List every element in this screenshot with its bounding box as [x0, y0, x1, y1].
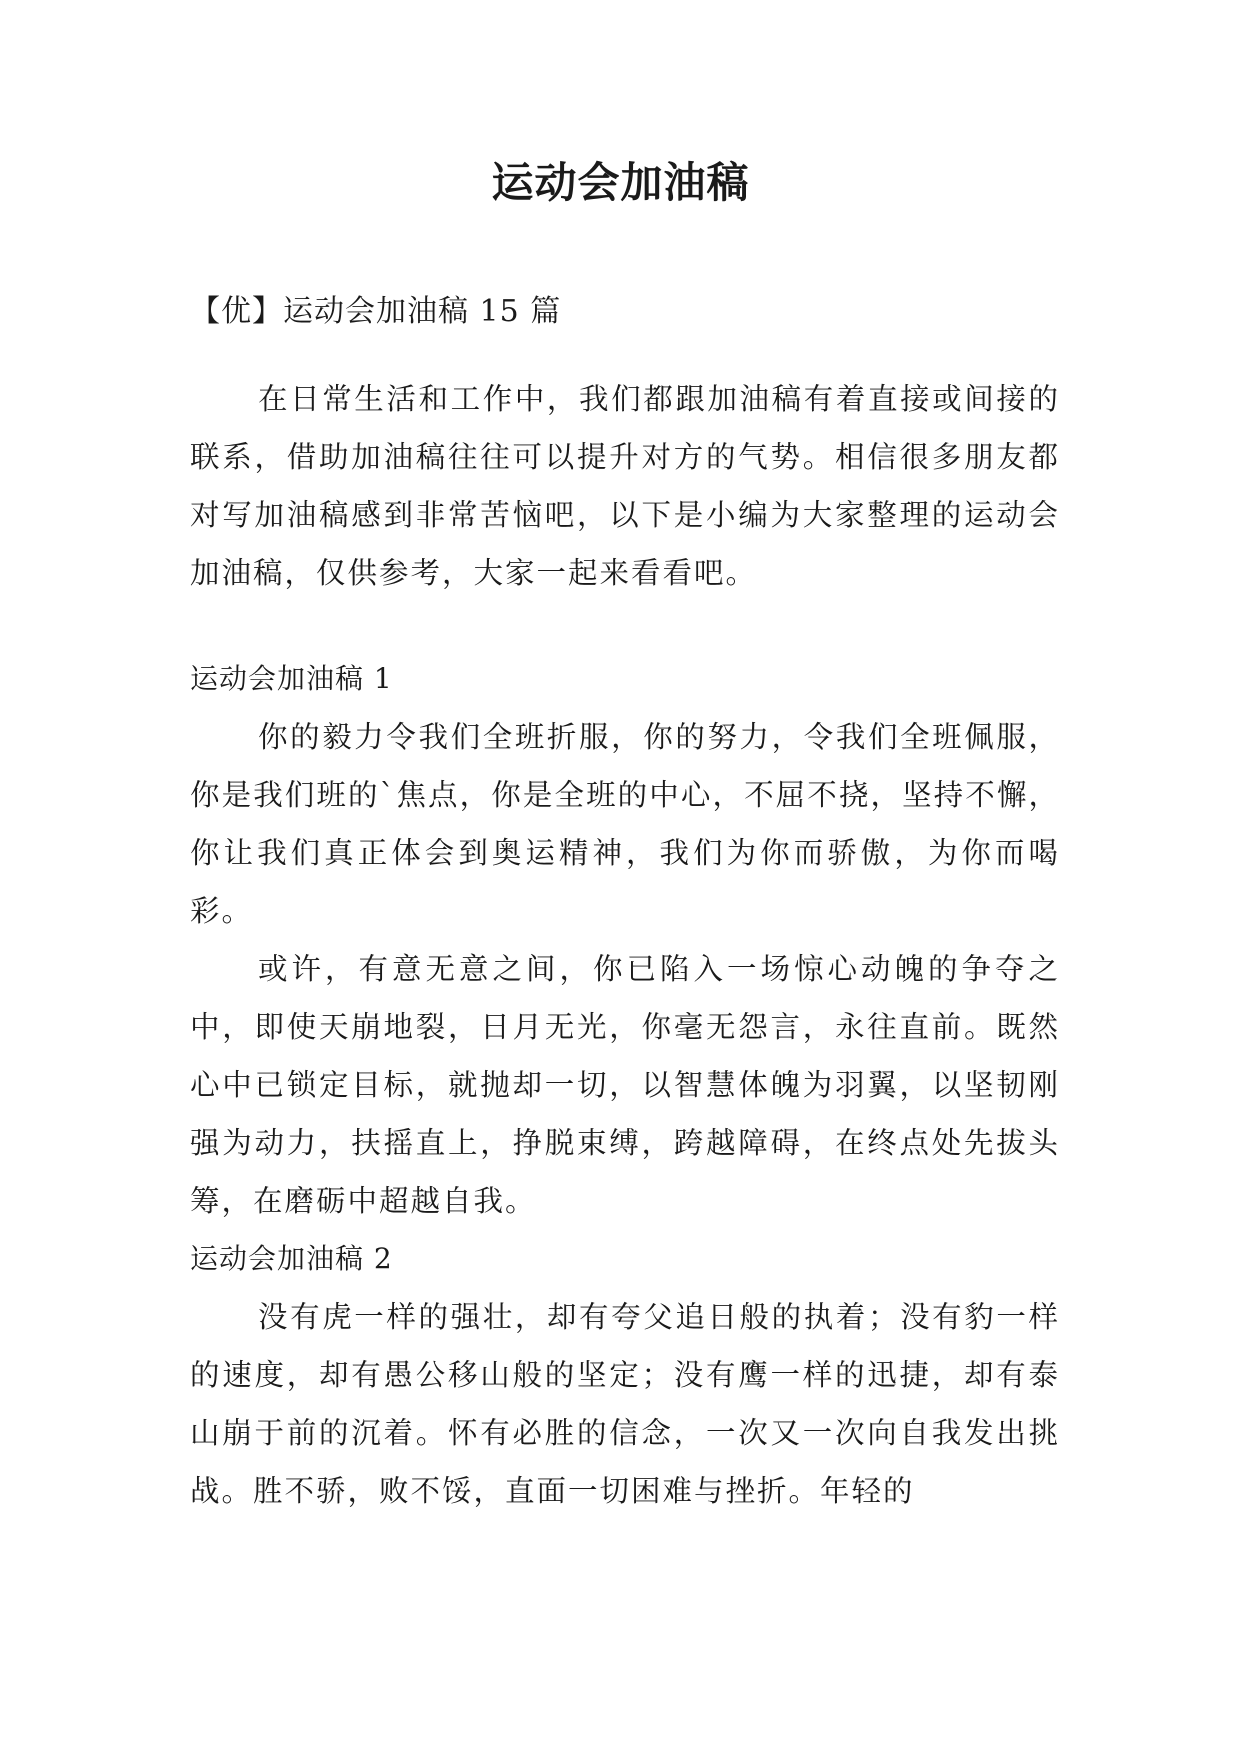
- document-body: [190, 370, 1060, 1520]
- spacer: [190, 602, 1060, 650]
- document-title: 运动会加油稿: [491, 158, 750, 207]
- section-paragraph: 没有虎一样的强壮，却有夸父追日般的执着；没有豹一样的速度，却有愚公移山般的坚定；没有鹰一样的迅捷，却有泰山崩于前的沉着。怀有必胜的信念，一次又一次向自我发出挑战。胜不骄，败不馁，直面一切困难与挫折。年轻的: [190, 1300, 1060, 1508]
- section-heading: 运动会加油稿 2: [190, 1242, 393, 1275]
- intro-paragraph: 在日常生活和工作中，我们都跟加油稿有着直接或间接的联系，借助加油稿往往可以提升对方的气势。相信很多朋友都对写加油稿感到非常苦恼吧，以下是小编为大家整理的运动会加油稿，仅供参考，大家一起来看看吧。: [190, 382, 1060, 590]
- section-paragraph: 或许，有意无意之间，你已陷入一场惊心动魄的争夺之中，即使天崩地裂，日月无光，你毫无怨言，永往直前。既然心中已锁定目标，就抛却一切，以智慧体魄为羽翼，以坚韧刚强为动力，扶摇直上，挣脱束缚，跨越障碍，在终点处先拔头筹，在磨砺中超越自我。: [190, 952, 1060, 1218]
- section-heading: 运动会加油稿 1: [190, 662, 393, 695]
- section-paragraph: 你的毅力令我们全班折服，你的努力，令我们全班佩服，你是我们班的`焦点，你是全班的中心，不屈不挠，坚持不懈，你让我们真正体会到奥运精神，我们为你而骄傲，为你而喝彩。: [190, 720, 1060, 928]
- document-subtitle: 【优】运动会加油稿 15 篇: [190, 294, 562, 329]
